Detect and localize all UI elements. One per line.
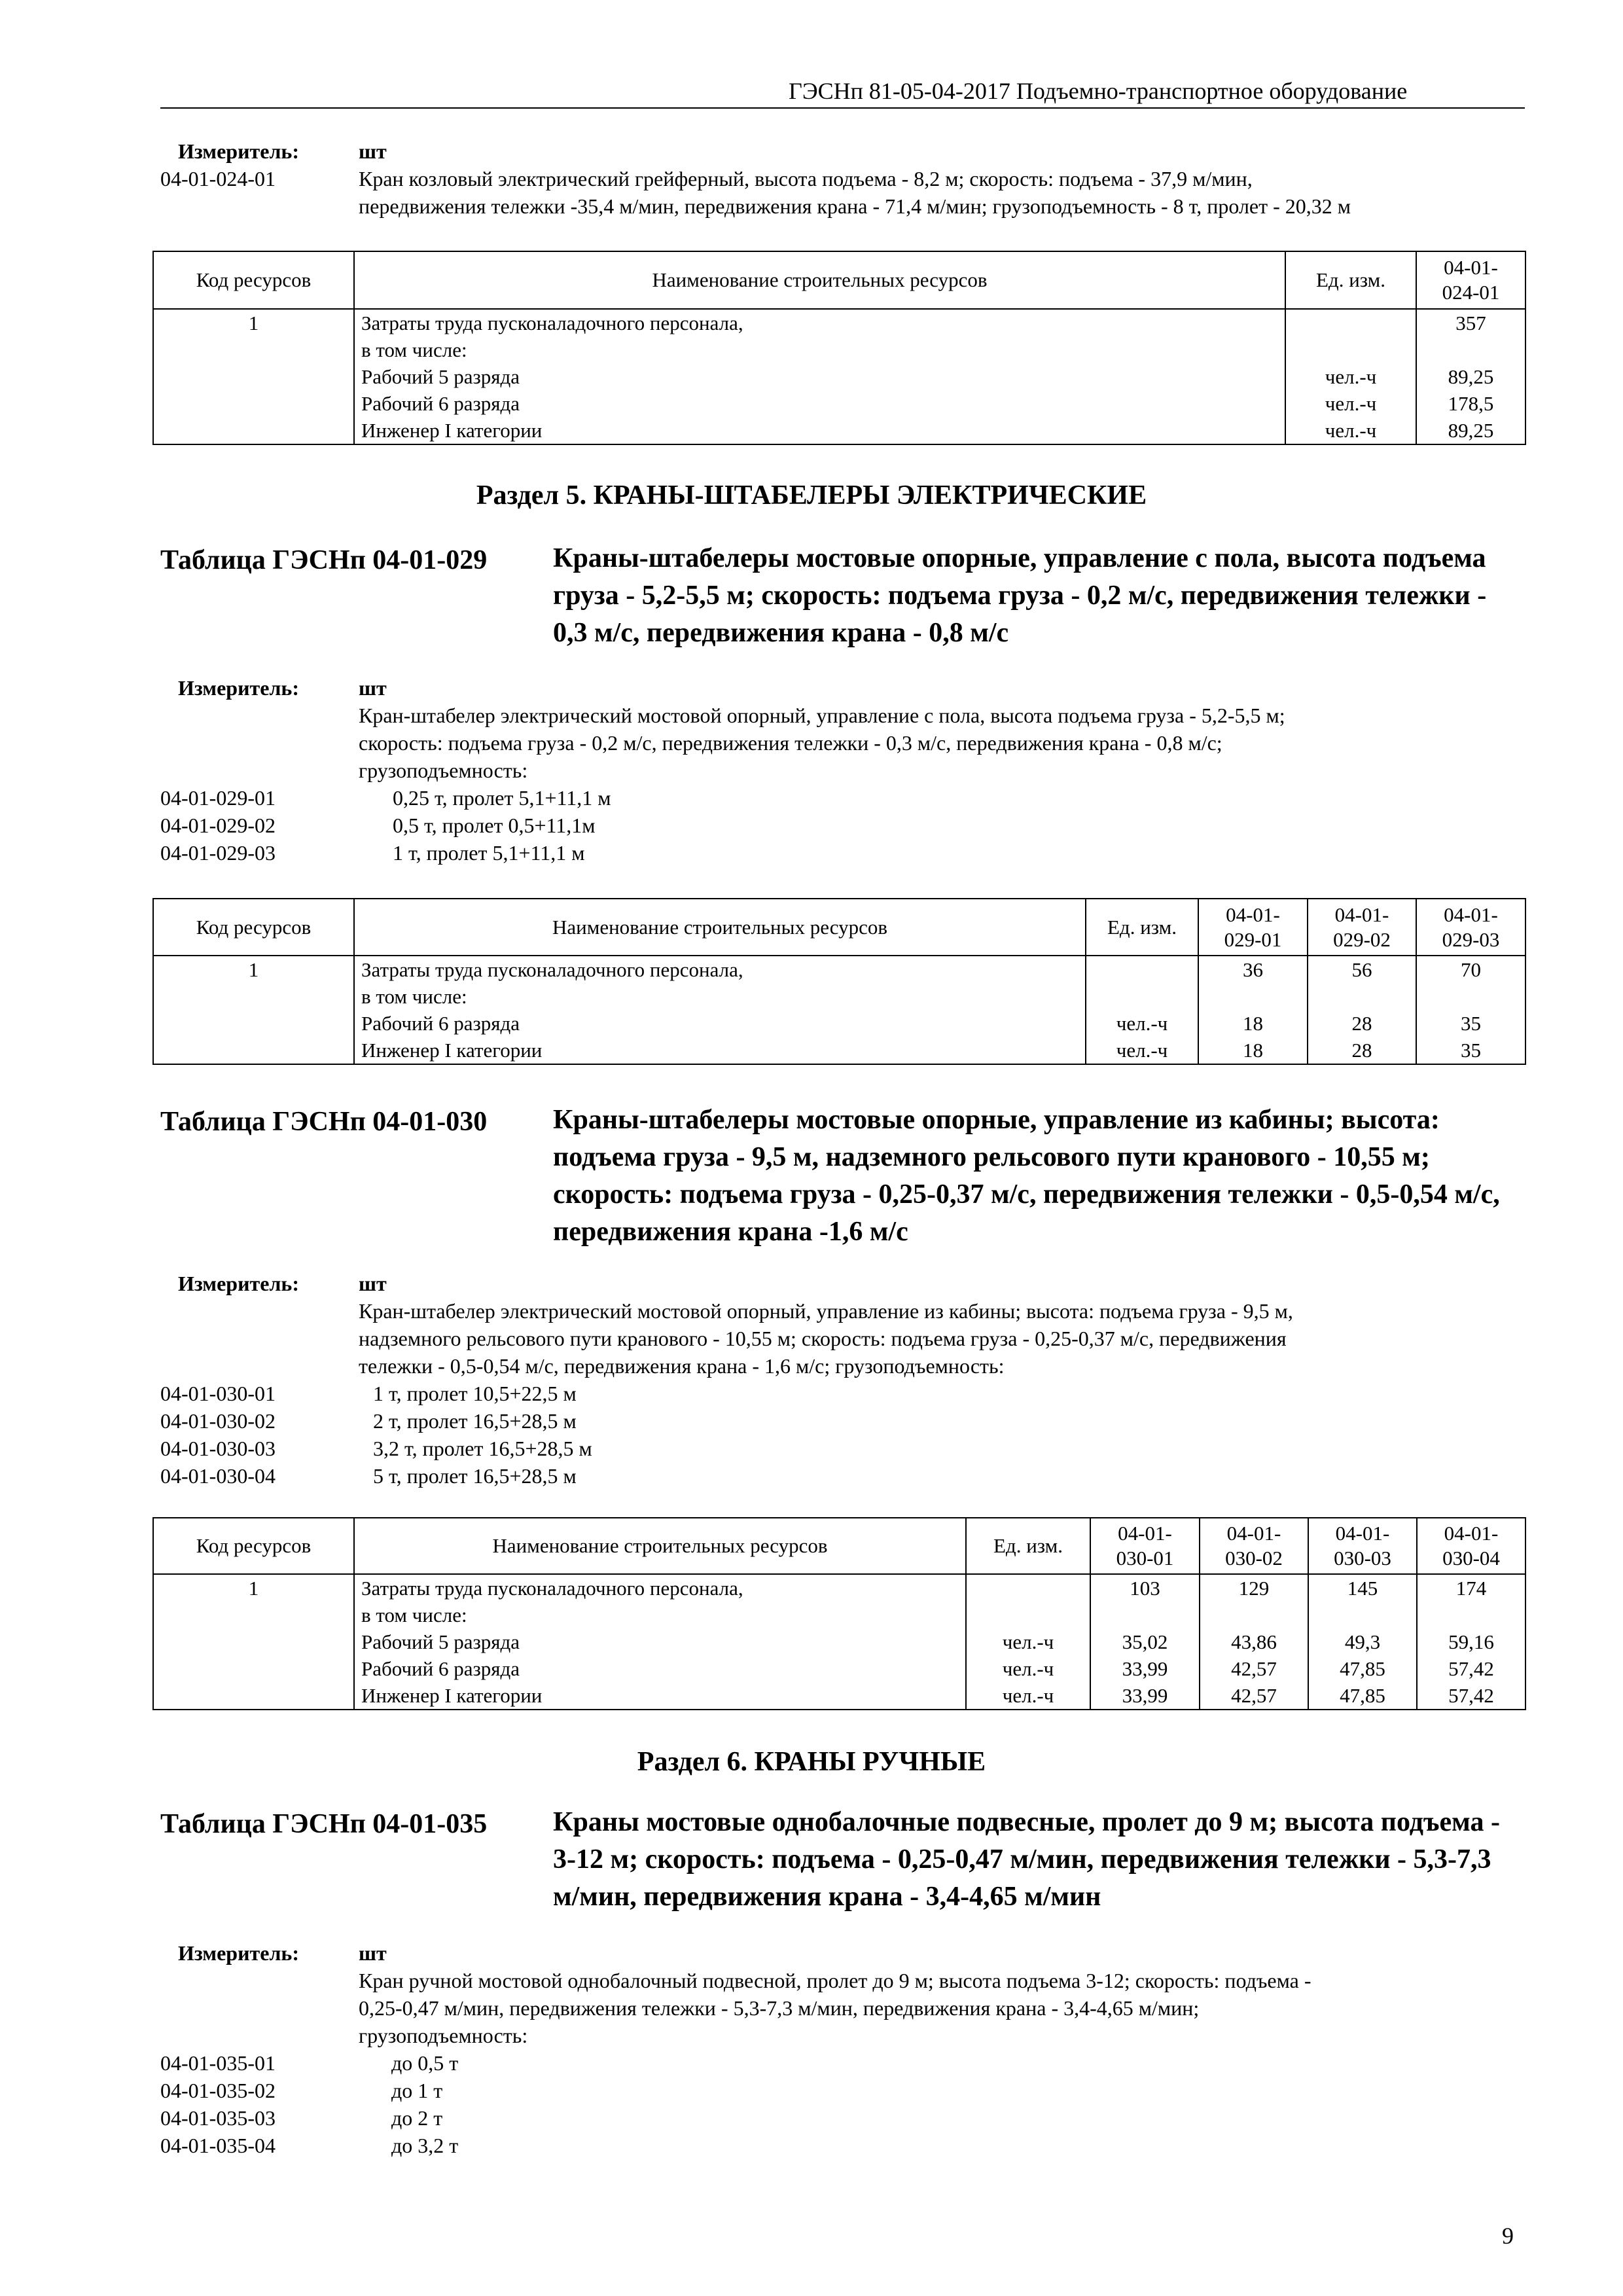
norm-values <box>1200 1574 1308 1710</box>
norm-code: 04-01-035-01 <box>160 2051 276 2075</box>
resource-name: Рабочий 6 разряда <box>361 1012 520 1035</box>
value-cell: 33,99 <box>1122 1684 1168 1707</box>
meter-unit-024: шт <box>359 139 387 163</box>
value-cell: 57,42 <box>1448 1657 1494 1680</box>
norm-variant: до 3,2 т <box>391 2134 459 2157</box>
resource-name: Рабочий 6 разряда <box>361 1657 520 1680</box>
resource-table-030 <box>152 1517 1526 1710</box>
page-number: 9 <box>1502 2223 1514 2249</box>
norm-code: 04-01-029-03 <box>160 841 276 865</box>
unit-cell: чел.-ч <box>1002 1684 1054 1707</box>
section-5-heading: Раздел 5. КРАНЫ-ШТАБЕЛЕРЫ ЭЛЕКТРИЧЕСКИЕ <box>476 480 1147 511</box>
resource-name: Рабочий 6 разряда <box>361 392 520 415</box>
resource-name: в том числе: <box>361 338 467 361</box>
value-cell: 35 <box>1461 1039 1481 1062</box>
norm-variant: 2 т, пролет 16,5+28,5 м <box>373 1409 577 1433</box>
norm-variant: до 2 т <box>391 2106 443 2130</box>
norm-code: 04-01-035-03 <box>160 2106 276 2130</box>
value-cell: 178,5 <box>1448 392 1494 415</box>
meter-label-035: Измеритель: <box>178 1941 299 1965</box>
row-code: 1 <box>153 1574 354 1710</box>
norm-code: 04-01-029-02 <box>160 814 276 837</box>
resource-name: Затраты труда пусконаладочного персонала, <box>361 1577 743 1600</box>
unit-cell: чел.-ч <box>1116 1012 1168 1035</box>
col-header-norm: 04-01- 030-01 <box>1090 1518 1200 1574</box>
norm-desc-030-line2: надземного рельсового пути кранового - 10,55 м; скорость: подъема груза - 0,25-0,37 м/с, передвижения <box>359 1327 1287 1350</box>
table-label-030: Таблица ГЭСНп 04-01-030 <box>160 1107 488 1137</box>
table-label-029: Таблица ГЭСНп 04-01-029 <box>160 545 488 575</box>
col-header-code: Код ресурсов <box>153 899 354 956</box>
meter-label-030: Измеритель: <box>178 1272 299 1295</box>
norm-variant: 3,2 т, пролет 16,5+28,5 м <box>373 1437 592 1460</box>
meter-unit-029: шт <box>359 676 387 700</box>
value-cell: 47,85 <box>1340 1657 1385 1680</box>
resource-name: Инженер I категории <box>361 1039 543 1062</box>
value-cell: 89,25 <box>1448 419 1494 442</box>
value-cell: 357 <box>1455 312 1486 334</box>
norm-variant: 0,25 т, пролет 5,1+11,1 м <box>393 786 611 810</box>
norm-variant: 0,5 т, пролет 0,5+11,1м <box>393 814 596 837</box>
value-cell: 70 <box>1461 958 1481 981</box>
col-header-unit: Ед. изм. <box>1285 251 1416 309</box>
value-cell: 35,02 <box>1122 1630 1168 1653</box>
col-header-code: Код ресурсов <box>153 251 354 309</box>
row-code: 1 <box>153 309 354 444</box>
col-header-norm: 04-01- 030-03 <box>1308 1518 1417 1574</box>
col-header-norm: 04-01- 024-01 <box>1416 251 1525 309</box>
col-header-name: Наименование строительных ресурсов <box>354 251 1285 309</box>
resource-names <box>354 309 1285 444</box>
norm-code-024: 04-01-024-01 <box>160 167 276 190</box>
norm-values <box>1417 1574 1525 1710</box>
norm-desc-030-line1: Кран-штабелер электрический мостовой опорный, управление из кабины; высота: подъема груза - 9,5 м, <box>359 1299 1293 1323</box>
col-header-name: Наименование строительных ресурсов <box>354 899 1086 956</box>
value-cell: 89,25 <box>1448 365 1494 388</box>
header-rule <box>160 107 1525 109</box>
value-cell: 18 <box>1243 1039 1263 1062</box>
norm-desc-024-line2: передвижения тележки -35,4 м/мин, передвижения крана - 71,4 м/мин; грузоподъемность - 8 т, пролет - 20,32 м <box>359 194 1351 218</box>
norm-values <box>1416 309 1525 444</box>
value-cell: 42,57 <box>1231 1684 1277 1707</box>
value-cell: 47,85 <box>1340 1684 1385 1707</box>
unit-cell: чел.-ч <box>1116 1039 1168 1062</box>
table-title-029: Краны-штабелеры мостовые опорные, управление с пола, высота подъема груза - 5,2-5,5 м; скорость: подъема груза - 0,2 м/с, передвижения тележки - 0,3 м/с, передвижения крана - 0,8 м/с <box>553 543 1487 648</box>
norm-code: 04-01-035-02 <box>160 2079 276 2102</box>
meter-unit-030: шт <box>359 1272 387 1295</box>
resource-name: Инженер I категории <box>361 419 543 442</box>
norm-values <box>1308 956 1416 1064</box>
norm-code: 04-01-029-01 <box>160 786 276 810</box>
value-cell: 57,42 <box>1448 1684 1494 1707</box>
running-header: ГЭСНп 81-05-04-2017 Подъемно-транспортное оборудование <box>789 78 1408 104</box>
unit-cell: чел.-ч <box>1325 419 1377 442</box>
norm-desc-024-line1: Кран козловый электрический грейферный, высота подъема - 8,2 м; скорость: подъема - 37,9 м/мин, <box>359 167 1253 190</box>
col-header-norm: 04-01- 030-04 <box>1417 1518 1525 1574</box>
resource-names <box>354 1574 966 1710</box>
col-header-norm: 04-01- 029-02 <box>1308 899 1416 956</box>
unit-cell: чел.-ч <box>1002 1657 1054 1680</box>
table-title-035: Краны мостовые однобалочные подвесные, пролет до 9 м; высота подъема - 3-12 м; скорость: подъема - 0,25-0,47 м/мин, передвижения тележки - 5,3-7,3 м/мин, передвижения крана - 3,4-4,65 м/мин <box>553 1807 1500 1912</box>
norm-values <box>1416 956 1525 1064</box>
norm-variant: 1 т, пролет 10,5+22,5 м <box>373 1382 577 1405</box>
meter-label-029: Измеритель: <box>178 676 299 700</box>
section-6-heading: Раздел 6. КРАНЫ РУЧНЫЕ <box>637 1747 986 1777</box>
norm-code: 04-01-030-01 <box>160 1382 276 1405</box>
resource-name: Затраты труда пусконаладочного персонала, <box>361 312 743 334</box>
value-cell: 35 <box>1461 1012 1481 1035</box>
col-header-norm: 04-01- 029-01 <box>1198 899 1308 956</box>
norm-code: 04-01-030-03 <box>160 1437 276 1460</box>
resource-name: Рабочий 5 разряда <box>361 365 520 388</box>
norm-code: 04-01-030-04 <box>160 1464 276 1488</box>
norm-variant: 1 т, пролет 5,1+11,1 м <box>393 841 585 865</box>
unit-cell: чел.-ч <box>1002 1630 1054 1653</box>
resource-table-029 <box>152 898 1526 1065</box>
col-header-norm: 04-01- 029-03 <box>1416 899 1525 956</box>
norm-variant: до 1 т <box>391 2079 443 2102</box>
norm-values <box>1308 1574 1417 1710</box>
col-header-code: Код ресурсов <box>153 1518 354 1574</box>
value-cell: 59,16 <box>1448 1630 1494 1653</box>
value-cell: 42,57 <box>1231 1657 1277 1680</box>
norm-desc-035-line1: Кран ручной мостовой однобалочный подвесной, пролет до 9 м; высота подъема 3-12; скорость: подъема - <box>359 1969 1311 1992</box>
col-header-unit: Ед. изм. <box>1086 899 1198 956</box>
resource-units <box>966 1574 1090 1710</box>
resource-name: Инженер I категории <box>361 1684 543 1707</box>
resource-table-024 <box>152 251 1526 445</box>
unit-cell: чел.-ч <box>1325 365 1377 388</box>
resource-name: Рабочий 5 разряда <box>361 1630 520 1653</box>
norm-desc-035-line2: 0,25-0,47 м/мин, передвижения тележки - 5,3-7,3 м/мин, передвижения крана - 3,4-4,65 м/мин; <box>359 1996 1200 2020</box>
norm-desc-030-line3: тележки - 0,5-0,54 м/с, передвижения крана - 1,6 м/с; грузоподъемность: <box>359 1354 1005 1378</box>
norm-desc-029-line3: грузоподъемность: <box>359 759 528 782</box>
resource-units <box>1285 309 1416 444</box>
resource-name: Затраты труда пусконаладочного персонала, <box>361 958 743 981</box>
value-cell: 33,99 <box>1122 1657 1168 1680</box>
meter-unit-035: шт <box>359 1941 387 1965</box>
norm-code: 04-01-035-04 <box>160 2134 276 2157</box>
norm-values <box>1198 956 1308 1064</box>
norm-desc-035-line3: грузоподъемность: <box>359 2024 528 2047</box>
meter-label-024: Измеритель: <box>178 139 299 163</box>
col-header-norm: 04-01- 030-02 <box>1200 1518 1308 1574</box>
value-cell: 56 <box>1351 958 1372 981</box>
norm-desc-029-line2: скорость: подъема груза - 0,2 м/с, передвижения тележки - 0,3 м/с, передвижения крана - 0,8 м/с; <box>359 731 1222 755</box>
table-title-030: Краны-штабелеры мостовые опорные, управление из кабины; высота: подъема груза - 9,5 м, надземного рельсового пути кранового - 10,55 м; скорость: подъема груза - 0,25-0,37 м/с, передвижения тележки - 0,5-0,54 м/с, передвижения крана -1,6 м/с <box>553 1105 1500 1247</box>
resource-name: в том числе: <box>361 985 467 1008</box>
value-cell: 43,86 <box>1231 1630 1277 1653</box>
norm-variant: до 0,5 т <box>391 2051 459 2075</box>
norm-values <box>1090 1574 1200 1710</box>
norm-variant: 5 т, пролет 16,5+28,5 м <box>373 1464 577 1488</box>
value-cell: 28 <box>1351 1012 1372 1035</box>
col-header-unit: Ед. изм. <box>966 1518 1090 1574</box>
norm-desc-029-line1: Кран-штабелер электрический мостовой опорный, управление с пола, высота подъема груза - 5,2-5,5 м; <box>359 704 1285 727</box>
value-cell: 28 <box>1351 1039 1372 1062</box>
resource-names <box>354 956 1086 1064</box>
table-label-035: Таблица ГЭСНп 04-01-035 <box>160 1809 488 1839</box>
row-code: 1 <box>153 956 354 1064</box>
value-cell: 103 <box>1130 1577 1160 1600</box>
value-cell: 18 <box>1243 1012 1263 1035</box>
resource-units <box>1086 956 1198 1064</box>
value-cell: 145 <box>1347 1577 1378 1600</box>
norm-code: 04-01-030-02 <box>160 1409 276 1433</box>
col-header-name: Наименование строительных ресурсов <box>354 1518 966 1574</box>
value-cell: 49,3 <box>1344 1630 1381 1653</box>
resource-name: в том числе: <box>361 1604 467 1626</box>
unit-cell: чел.-ч <box>1325 392 1377 415</box>
value-cell: 129 <box>1238 1577 1270 1600</box>
value-cell: 36 <box>1243 958 1263 981</box>
value-cell: 174 <box>1455 1577 1487 1600</box>
